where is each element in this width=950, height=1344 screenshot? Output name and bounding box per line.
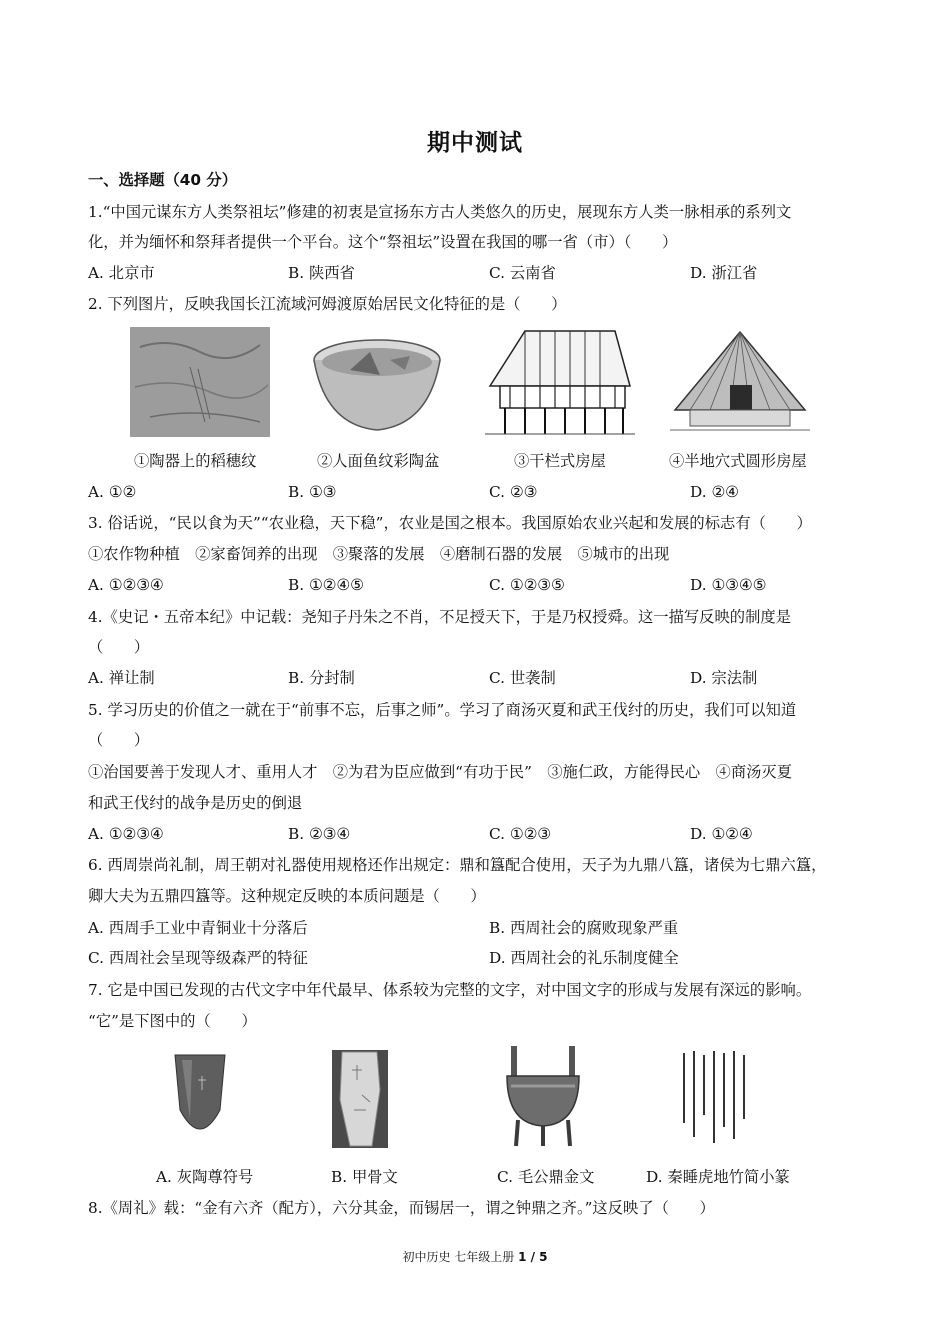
q5-stem-line2: （ ） [88,731,150,749]
q1-option-a: A. 北京市 [88,264,155,282]
q1-option-d: D. 浙江省 [690,264,758,282]
q5-option-c: C. ①②③ [489,825,552,843]
maogong-ding-image [503,1046,583,1148]
q4-option-d: D. 宗法制 [690,669,758,687]
page-number: 1 / 5 [518,1250,548,1264]
q1-stem-line2: 化，并为缅怀和祭拜者提供一个平台。这个“祭祖坛”设置在我国的哪一省（市）（ ） [88,233,678,251]
q2-caption-3: ③干栏式房屋 [514,452,606,470]
q7-stem-line1: 7. 它是中国已发现的古代文字中年代最早、体系较为完整的文字，对中国文字的形成与发展有深远的影响。 [88,981,812,999]
q7-caption-b: B. 甲骨文 [331,1168,398,1186]
q5-option-d: D. ①②④ [690,825,753,843]
q3-option-b: B. ①②④⑤ [288,576,364,594]
gray-pottery-zun-image [170,1050,230,1150]
q1-option-b: B. 陕西省 [288,264,355,282]
q3-items: ①农作物种植 ②家畜饲养的出现 ③聚落的发展 ④磨制石器的发展 ⑤城市的出现 [88,545,670,563]
q5-option-b: B. ②③④ [288,825,351,843]
q4-stem-line2: （ ） [88,638,150,656]
q6-option-d: D. 西周社会的礼乐制度健全 [489,949,679,967]
q3-options [88,575,888,595]
footer-text: 初中历史 七年级上册 [402,1250,519,1264]
q2-option-d: D. ②④ [690,483,739,501]
q2-option-c: C. ②③ [489,483,538,501]
q7-caption-d: D. 秦睡虎地竹简小篆 [646,1168,790,1186]
q6-stem-line2: 卿大夫为五鼎四簋等。这种规定反映的本质问题是（ ） [88,887,486,905]
q2-caption-1: ①陶器上的稻穗纹 [134,452,257,470]
page-title: 期中测试 [427,130,523,156]
q7-stem-line2: “它”是下图中的（ ） [88,1012,257,1030]
q4-option-b: B. 分封制 [288,669,355,687]
q3-option-d: D. ①③④⑤ [690,576,767,594]
qin-bamboo-slips-image [679,1049,751,1147]
oracle-bone-image [332,1050,388,1148]
q5-items-line1: ①治国要善于发现人才、重用人才 ②为君为臣应做到“有功于民” ③施仁政，方能得民心 ④商汤灭夏 [88,763,793,781]
q6-stem-line1: 6. 西周崇尚礼制，周王朝对礼器使用规格还作出规定：鼎和簋配合使用，天子为九鼎八簋，诸侯为七鼎六簋， [88,856,827,874]
page-footer [0,1248,950,1265]
q3-option-a: A. ①②③④ [88,576,164,594]
q6-options-row1 [88,918,888,938]
q4-option-c: C. 世袭制 [489,669,556,687]
q6-option-a: A. 西周手工业中青铜业十分落后 [88,919,308,937]
rice-pattern-pottery-image [130,327,270,437]
q4-stem-line1: 4.《史记・五帝本纪》中记载：尧知子丹朱之不肖，不足授天下，于是乃权授舜。这一描写反映的制度是 [88,608,791,626]
q4-option-a: A. 禅让制 [88,669,155,687]
q2-caption-2: ②人面鱼纹彩陶盆 [317,452,440,470]
q2-stem: 2. 下列图片，反映我国长江流域河姆渡原始居民文化特征的是（ ） [88,295,567,313]
stilt-house-image [485,326,635,438]
q2-option-a: A. ①② [88,483,137,501]
fish-face-painted-basin-image [310,330,445,435]
q5-options [88,824,888,844]
q1-options [88,263,888,283]
q1-option-c: C. 云南省 [489,264,556,282]
q6-option-c: C. 西周社会呈现等级森严的特征 [88,949,308,967]
q2-caption-4: ④半地穴式圆形房屋 [669,452,807,470]
q3-stem: 3. 俗话说，“民以食为天”“农业稳，天下稳”，农业是国之根本。我国原始农业兴起和发展的标志有（ ） [88,514,812,532]
q5-items-line2: 和武王伐纣的战争是历史的倒退 [88,794,303,812]
q5-stem-line1: 5. 学习历史的价值之一就在于“前事不忘，后事之师”。学习了商汤灭夏和武王伐纣的历史，我们可以知道 [88,701,797,719]
q2-option-b: B. ①③ [288,483,337,501]
semi-subterranean-round-house-image [670,330,810,438]
q2-options [88,482,888,502]
q6-option-b: B. 西周社会的腐败现象严重 [489,919,679,937]
q6-options-row2 [88,948,888,968]
q5-option-a: A. ①②③④ [88,825,164,843]
q7-caption-a: A. 灰陶尊符号 [156,1168,254,1186]
q1-stem-line1: 1.“中国元谋东方人类祭祖坛”修建的初衷是宣扬东方古人类悠久的历史，展现东方人类一脉相承的系列文 [88,203,792,221]
q3-option-c: C. ①②③⑤ [489,576,565,594]
q4-options [88,668,888,688]
q8-stem: 8.《周礼》载：“金有六齐（配方），六分其金，而锡居一，谓之钟鼎之齐。”这反映了（ ） [88,1199,715,1217]
section-heading: 一、选择题（40 分） [88,171,237,189]
q7-caption-c: C. 毛公鼎金文 [497,1168,595,1186]
